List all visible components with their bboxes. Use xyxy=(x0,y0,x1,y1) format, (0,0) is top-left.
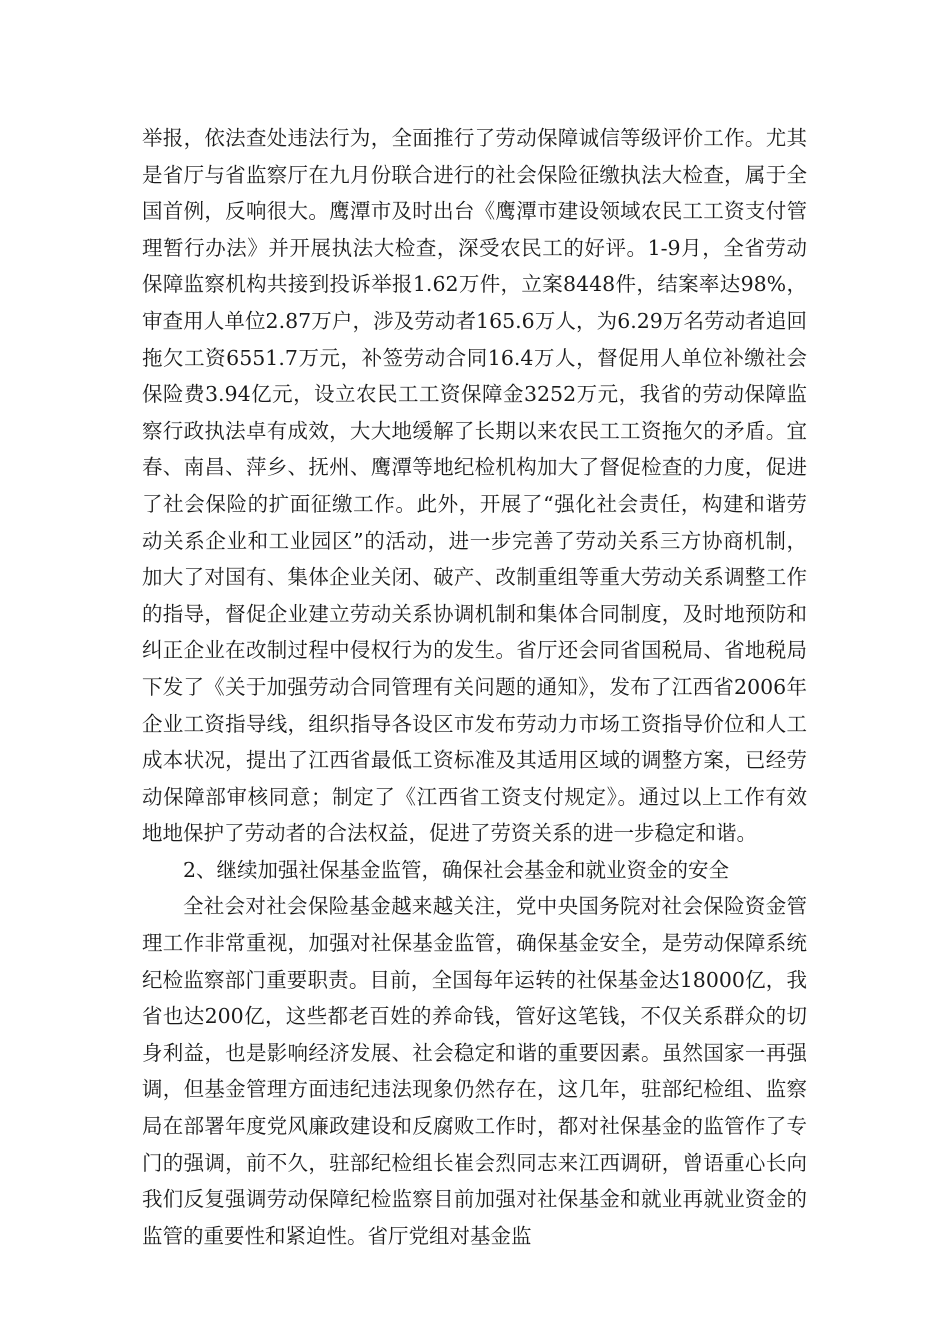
paragraph-social-security-fund: 全社会对社会保险基金越来越关注，党中央国务院对社会保险资金管理工作非常重视，加强对社保基金监管，确保基金安全，是劳动保障系统纪检监察部门重要职责。目前，全国每年运转的社保基金达18000亿，我省也达200亿，这些都老百姓的养命钱，管好这笔钱，不仅关系群众的切身利益，也是影响经济发展、社会稳定和谐的重要因素。虽然国家一再强调，但基金管理方面违纪违法现象仍然存在，这几年，驻部纪检组、监察局在部署年度党风廉政建设和反腐败工作时，都对社保基金的监管作了专门的强调，前不久，驻部纪检组长崔会烈同志来江西调研，曾语重心长向我们反复强调劳动保障纪检监察目前加强对社保基金和就业再就业资金的监管的重要性和紧迫性。省厅党组对基金监 xyxy=(142,894,807,1248)
section-heading-fund-supervision: 2、继续加强社保基金监管，确保社会基金和就业资金的安全 xyxy=(183,857,730,882)
paragraph-labor-inspection: 举报，依法查处违法行为，全面推行了劳动保障诚信等级评价工作。尤其是省厅与省监察厅在九月份联合进行的社会保险征缴执法大检查，属于全国首例，反响很大。鹰潭市及时出台《鹰潭市建设领域农民工工资支付管理暂行办法》并开展执法大检查，深受农民工的好评。1-9月，全省劳动保障监察机构共接到投诉举报1.62万件，立案8448件，结案率达98%，审查用人单位2.87万户，涉及劳动者165.6万人，为6.29万名劳动者追回拖欠工资6551.7万元，补签劳动合同16.4万人，督促用人单位补缴社会保险费3.94亿元，设立农民工工资保障金3252万元，我省的劳动保障监察行政执法卓有成效，大大地缓解了长期以来农民工工资拖欠的矛盾。宜春、南昌、萍乡、抚州、鹰潭等地纪检机构加大了督促检查的力度，促进了社会保险的扩面征缴工作。此外，开展了“强化社会责任，构建和谐劳动关系企业和工业园区”的活动，进一步完善了劳动关系三方协商机制，加大了对国有、集体企业关闭、破产、改制重组等重大劳动关系调整工作的指导，督促企业建立劳动关系协调机制和集体合同制度，及时地预防和纠正企业在改制过程中侵权行为的发生。省厅还会同省国税局、省地税局下发了《关于加强劳动合同管理有关问题的通知》，发布了江西省2006年企业工资指导线，组织指导各设区市发布劳动力市场工资指导价位和人工成本状况，提出了江西省最低工资标准及其适用区域的调整方案，已经劳动保障部审核同意；制定了《江西省工资支付规定》。通过以上工作有效地地保护了劳动者的合法权益，促进了劳资关系的进一步稳定和谐。 xyxy=(142,126,807,846)
document-page xyxy=(142,120,807,1254)
